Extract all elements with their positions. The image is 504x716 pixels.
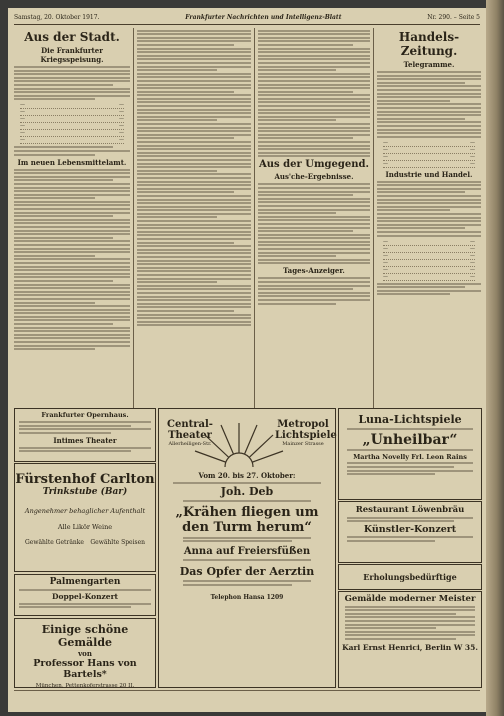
- ad-auction: [338, 591, 482, 688]
- column-region: [258, 28, 370, 306]
- ad-text: Martha Novelly Frl. Leon Rains: [353, 452, 467, 461]
- cinema-name: Metropol Lichtspiele: [275, 419, 337, 441]
- column-rule: [373, 28, 374, 408]
- cinema-name: Central-Theater: [167, 419, 213, 441]
- ad-text: Alle Likör Weine: [57, 523, 113, 531]
- ad-title: Frankfurter Opernhaus.: [41, 411, 129, 419]
- ad-erholung: [338, 564, 482, 590]
- cinema-film-title: Anna auf Freiersfüßen: [183, 546, 311, 558]
- ad-luna: [338, 408, 482, 500]
- exchange-table: — — — — — — — — — — — —: [383, 238, 475, 280]
- column-business: [377, 28, 481, 297]
- ad-title: Gemälde moderner Meister: [344, 594, 476, 604]
- ad-subtitle: Professor Hans von Bartels*: [33, 658, 137, 680]
- ad-title: Restaurant Löwenbräu: [355, 505, 465, 515]
- exchange-table: — — — — — — — —: [383, 139, 475, 167]
- ad-title: Einige schöne Gemälde: [41, 623, 129, 649]
- ad-opera: [14, 408, 156, 462]
- article-headline: Telegramme.: [403, 60, 455, 69]
- ad-loewenbraeu: [338, 501, 482, 563]
- article-text: [377, 181, 481, 237]
- section-title: Aus der Stadt.: [24, 30, 120, 44]
- ad-title: Palmengarten: [49, 577, 121, 587]
- cinema-feature: Joh. Deb: [220, 485, 274, 499]
- ad-text: von: [78, 649, 92, 658]
- header-date: Samstag, 20. Oktober 1917.: [14, 14, 100, 21]
- page-binding-edge: [486, 0, 504, 716]
- ad-text: Gewählte Speisen: [90, 539, 145, 546]
- page-header: [14, 14, 480, 25]
- cinema-dates: Vom 20. bis 27. Oktober:: [198, 471, 296, 480]
- statistics-table: — — — — — — — — — — — —: [20, 102, 124, 144]
- newspaper-page: [8, 8, 486, 712]
- cinema-film-title: Das Opfer der Aerztin: [179, 565, 315, 579]
- cinema-right: [275, 419, 337, 447]
- cinema-phone: Telephon Hansa 1209: [210, 593, 284, 601]
- ad-subtitle: Trinkstube (Bar): [42, 487, 128, 497]
- article-headline: Industrie und Handel.: [385, 169, 473, 179]
- column-rule: [254, 28, 255, 408]
- cinema-film-title: den Turm herum“: [182, 519, 312, 535]
- header-number: Nr. 290. – Seite 5: [427, 14, 480, 21]
- article-text: [258, 277, 370, 304]
- ad-title: Fürstenhof Carlton: [15, 472, 155, 487]
- article-headline: Die Frankfurter Kriegsspeisung.: [40, 46, 104, 64]
- section-title: Handels-Zeitung.: [398, 30, 460, 58]
- ad-text: Angenehmer behaglicher Aufenthalt: [24, 507, 146, 515]
- article-headline: Tages-Anzeiger.: [283, 266, 345, 276]
- ad-title: Luna-Lichtspiele: [358, 413, 462, 426]
- ad-text: Gewählte Getränke: [25, 539, 84, 546]
- ad-title: Erholungsbedürftige: [363, 572, 457, 582]
- article-headline: Im neuen Lebensmittelamt.: [17, 157, 127, 167]
- cinema-street: Mainzer Strasse: [282, 441, 324, 447]
- ad-subtitle: „Unheilbar“: [362, 431, 458, 448]
- section-title: Aus der Umgegend.: [259, 159, 369, 171]
- ad-fuerstenhof: [14, 463, 156, 572]
- ad-cinema: [158, 408, 336, 688]
- article-text: [14, 66, 130, 100]
- article-text: [258, 30, 370, 158]
- ad-title: Intimes Theater: [53, 435, 117, 445]
- ad-palmengarten: [14, 574, 156, 616]
- ad-signature: Karl Ernst Henrici, Berlin W 35.: [342, 642, 478, 652]
- article-text: [258, 183, 370, 264]
- bottom-rule: [14, 690, 480, 691]
- column-news-2: [137, 28, 251, 328]
- cinema-street: Allerheiligen-Str.: [168, 441, 212, 447]
- cinema-left: [163, 419, 217, 447]
- article-headline: Aus'che-Ergebnisse.: [274, 172, 354, 182]
- header-paper-name: Frankfurter Nachrichten und Intelligenz-Blatt: [185, 14, 342, 21]
- article-text: [377, 71, 481, 138]
- column-rule: [133, 28, 134, 408]
- ad-paintings: [14, 618, 156, 688]
- ad-address: München, Pettenkoferstrasse 20 II.: [35, 683, 135, 689]
- article-text: [137, 30, 251, 327]
- ad-subtitle: Doppel-Konzert: [52, 592, 118, 602]
- cinema-film-title: „Krähen fliegen um: [175, 504, 319, 520]
- ad-subtitle: Künstler-Konzert: [363, 523, 457, 535]
- column-local-news: [14, 28, 130, 352]
- article-text: [14, 169, 130, 351]
